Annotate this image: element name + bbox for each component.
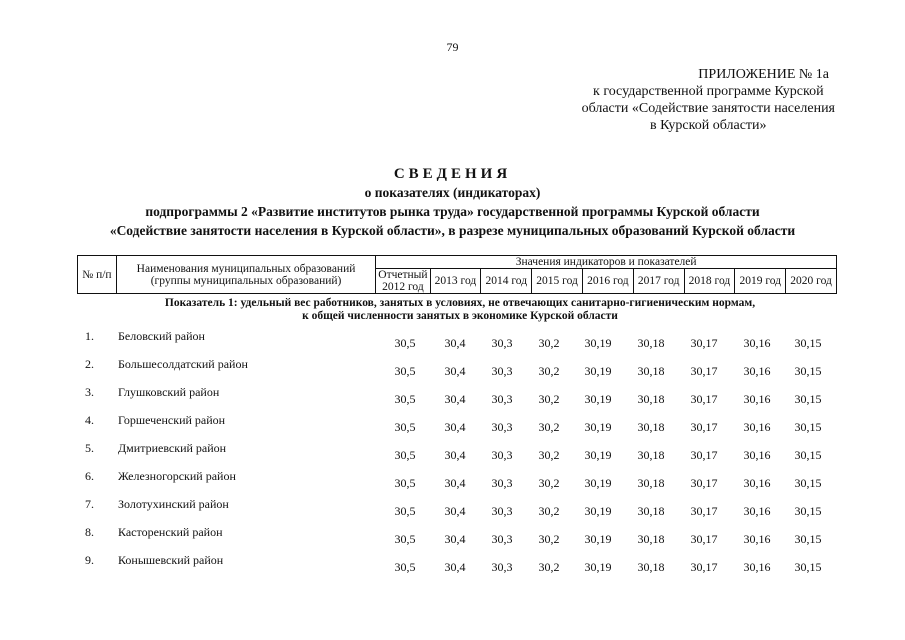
municipality-name: Большесолдатский район [118,357,248,371]
column-header-year: 2019 год [735,269,786,294]
indicator-value: 30,17 [690,448,718,462]
document-title: СВЕДЕНИЯ [393,166,512,182]
indicator-value: 30,16 [743,392,771,406]
column-header-year: 2013 год [430,269,481,294]
indicator-value: 30,19 [584,560,612,574]
indicator-value: 30,3 [491,504,513,518]
indicator-value: 30,18 [637,420,665,434]
indicator-value: 30,5 [394,420,416,434]
municipality-name: Золотухинский район [118,497,229,511]
indicator-value: 30,3 [491,532,513,546]
row-number: 4. [85,413,94,427]
municipality-name: Железногорский район [118,469,236,483]
indicator-value: 30,17 [690,420,718,434]
indicator-value: 30,15 [794,448,822,462]
indicator-value: 30,2 [538,336,560,350]
table-row [0,463,905,491]
indicator-value: 30,19 [584,448,612,462]
row-number: 8. [85,525,94,539]
column-header-year: 2015 год [532,269,583,294]
indicator-value: 30,4 [444,476,466,490]
indicator-value: 30,19 [584,504,612,518]
indicator-value: 30,18 [637,364,665,378]
indicator-value: 30,3 [491,560,513,574]
indicator-value: 30,18 [637,476,665,490]
indicator-value: 30,17 [690,532,718,546]
row-number: 1. [85,329,94,343]
indicator-value: 30,5 [394,336,416,350]
row-number: 9. [85,553,94,567]
appendix-line: области «Содействие занятости населения [581,101,835,116]
municipality-name: Глушковский район [118,385,220,399]
municipality-name: Беловский район [118,329,205,343]
indicator-value: 30,2 [538,364,560,378]
column-header-year: 2018 год [684,269,735,294]
indicator-value: 30,16 [743,336,771,350]
page-number: 79 [446,40,459,54]
indicator-value: 30,15 [794,420,822,434]
indicator-value: 30,18 [637,504,665,518]
indicator-value: 30,17 [690,336,718,350]
column-header-year: 2014 год [481,269,532,294]
indicator-value: 30,18 [637,560,665,574]
indicator-value: 30,5 [394,392,416,406]
indicator-value: 30,17 [690,504,718,518]
indicator-value: 30,4 [444,448,466,462]
indicator-value: 30,16 [743,476,771,490]
indicator-value: 30,16 [743,420,771,434]
municipality-name: Конышевский район [118,553,224,567]
table-row [0,519,905,547]
table-row [0,323,905,351]
indicator-table-header [77,255,837,294]
document-heading [0,165,905,240]
indicator-value: 30,3 [491,476,513,490]
indicator-caption-line-2: к общей численности занятых в экономике Курской области [302,310,618,322]
indicator-value: 30,5 [394,504,416,518]
column-header-municipality: Наименования муниципальных образований (группы муниципальных образований) [116,256,375,294]
indicator-value: 30,4 [444,560,466,574]
table-row [0,407,905,435]
row-number: 6. [85,469,94,483]
indicator-value: 30,5 [394,476,416,490]
indicator-value: 30,2 [538,532,560,546]
indicator-value: 30,2 [538,504,560,518]
indicator-value: 30,15 [794,560,822,574]
indicator-value: 30,15 [794,476,822,490]
row-number: 7. [85,497,94,511]
heading-line-3: «Содействие занятости населения в Курской области», в разрезе муниципальных образований Курской области [109,223,796,238]
indicator-value: 30,4 [444,504,466,518]
indicator-value: 30,15 [794,532,822,546]
appendix-line: в Курской области» [650,118,767,133]
indicator-value: 30,5 [394,560,416,574]
table-row [0,491,905,519]
indicator-caption [80,297,840,323]
indicator-value: 30,4 [444,364,466,378]
indicator-value: 30,16 [743,532,771,546]
indicator-value: 30,16 [743,448,771,462]
indicator-value: 30,19 [584,532,612,546]
indicator-caption-line-1: Показатель 1: удельный вес работников, занятых в условиях, не отвечающих санитарно-гигиеническим нормам, [164,297,756,309]
municipality-name: Касторенский район [118,525,223,539]
indicator-value: 30,17 [690,392,718,406]
table-row [0,435,905,463]
column-header-year: 2016 год [582,269,633,294]
indicator-value: 30,15 [794,336,822,350]
indicator-value: 30,5 [394,532,416,546]
indicator-value: 30,3 [491,448,513,462]
indicator-value: 30,19 [584,392,612,406]
indicator-value: 30,18 [637,392,665,406]
indicator-value: 30,2 [538,448,560,462]
row-number: 3. [85,385,94,399]
indicator-value: 30,5 [394,448,416,462]
indicator-value: 30,17 [690,364,718,378]
indicator-value: 30,15 [794,364,822,378]
heading-line-2: подпрограммы 2 «Развитие институтов рынка труда» государственной программы Курской области [145,204,760,219]
indicator-value: 30,18 [637,532,665,546]
table-body [0,323,905,575]
indicator-value: 30,19 [584,420,612,434]
appendix-title: ПРИЛОЖЕНИЕ № 1а [698,67,829,82]
heading-line-1: о показателях (индикаторах) [364,185,541,200]
indicator-value: 30,16 [743,504,771,518]
indicator-value: 30,17 [690,476,718,490]
indicator-value: 30,19 [584,336,612,350]
column-header-year: 2017 год [633,269,684,294]
table-row [0,547,905,575]
column-header-year: Отчетный 2012 год [376,269,430,294]
appendix-block [582,66,835,134]
indicator-value: 30,2 [538,476,560,490]
indicator-value: 30,2 [538,392,560,406]
municipality-name: Горшеченский район [118,413,226,427]
indicator-value: 30,4 [444,392,466,406]
indicator-value: 30,4 [444,336,466,350]
table-row [0,379,905,407]
indicator-value: 30,4 [444,420,466,434]
indicator-value: 30,19 [584,364,612,378]
indicator-value: 30,3 [491,392,513,406]
indicator-value: 30,17 [690,560,718,574]
row-number: 2. [85,357,94,371]
table-row [0,351,905,379]
indicator-value: 30,16 [743,560,771,574]
column-header-year: 2020 год [786,269,837,294]
indicator-value: 30,5 [394,364,416,378]
indicator-value: 30,3 [491,420,513,434]
indicator-value: 30,2 [538,560,560,574]
indicator-value: 30,2 [538,420,560,434]
column-header-number: № п/п [78,256,117,294]
indicator-value: 30,3 [491,364,513,378]
indicator-value: 30,15 [794,504,822,518]
indicator-value: 30,18 [637,448,665,462]
column-header-values: Значения индикаторов и показателей [376,256,837,269]
indicator-value: 30,15 [794,392,822,406]
indicator-value: 30,18 [637,336,665,350]
indicator-value: 30,4 [444,532,466,546]
municipality-name: Дмитриевский район [118,441,227,455]
indicator-value: 30,19 [584,476,612,490]
indicator-value: 30,16 [743,364,771,378]
indicator-value: 30,3 [491,336,513,350]
appendix-line: к государственной программе Курской [593,84,824,99]
row-number: 5. [85,441,94,455]
